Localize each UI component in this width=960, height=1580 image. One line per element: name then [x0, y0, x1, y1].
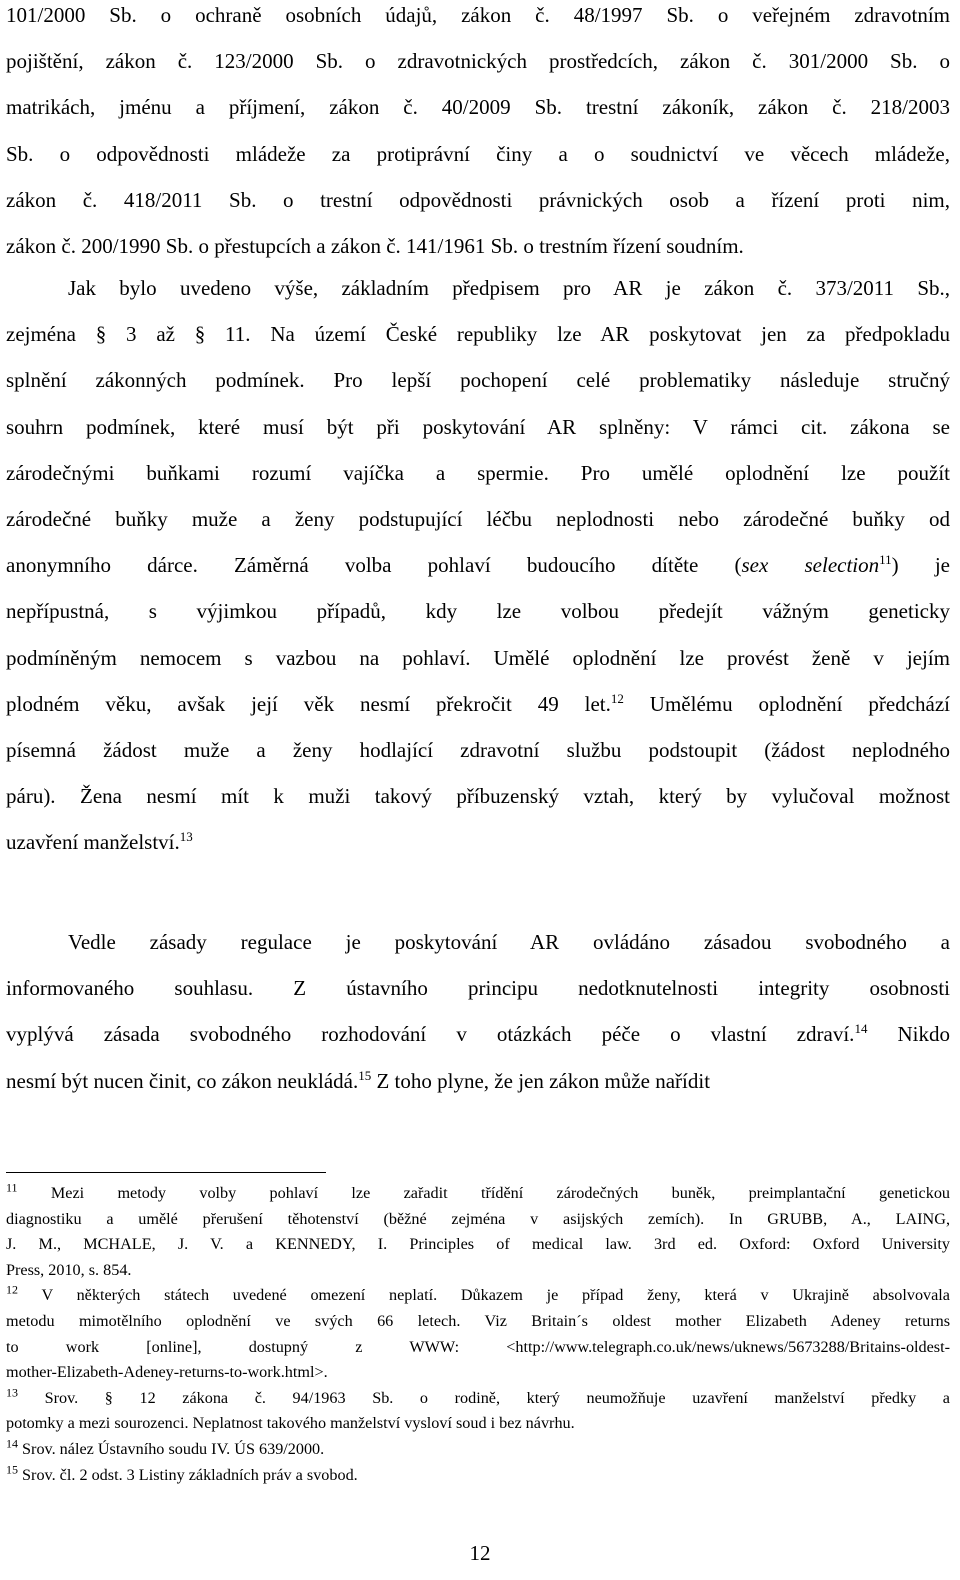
- text-line: Jak bylo uvedeno výše, základním předpisem pro AR je zákon č. 373/2011 Sb.,: [68, 276, 950, 300]
- text-line: souhrn podmínek, které musí být při poskytování AR splněny: V rámci cit. zákona se: [6, 414, 950, 439]
- paragraph-laws-list: [6, 0, 950, 269]
- footnote-14: [6, 1437, 950, 1463]
- text-line: anonymního dárce. Záměrná volba pohlaví budoucího dítěte (sex selection$^{11}$) je: [6, 552, 950, 578]
- text-line: Sb. o odpovědnosti mládeže za protiprávní činy a o soudnictví ve věcech mládeže,: [6, 141, 950, 166]
- italic-term: sex selection: [741, 553, 880, 578]
- text-line: splnění zákonných podmínek. Pro lepší pochopení celé problematiky následuje stručný: [6, 368, 950, 393]
- footnote-ref[interactable]: 13: [179, 829, 193, 845]
- footnote-line: diagnostiku a umělé přerušení těhotenství (běžné zejména v asijských zemích). In GRUBB, A., LAING,: [6, 1209, 950, 1228]
- text-line: podmíněným nemocem s vazbou na pohlaví. Umělé oplodnění lze provést ženě v jejím: [6, 645, 950, 670]
- text-line: nepřípustná, s výjimkou případů, kdy lze volbou předejít vážným geneticky: [6, 599, 950, 624]
- footnote-line: $^{11}$ Mezi metody volby pohlaví lze zařadit třídění zárodečných buněk, preimplantační genetickou: [6, 1180, 950, 1202]
- footnote-15: [6, 1463, 950, 1489]
- footnote-line: Press, 2010, s. 854.: [6, 1260, 132, 1279]
- paragraph-consent: [6, 919, 950, 1104]
- footnote-line: metodu mimotělního oplodnění ve svých 66 letech. Viz Britain´s oldest mother Elizabeth Adeney returns: [6, 1311, 950, 1330]
- text-line: matrikách, jménu a příjmení, zákon č. 40/2009 Sb. trestní zákoník, zákon č. 218/2003: [6, 95, 950, 120]
- text-line: 101/2000 Sb. o ochraně osobních údajů, zákon č. 48/1997 Sb. o veřejném zdravotním: [6, 3, 950, 27]
- footnote-number: 15: [6, 1462, 18, 1477]
- footnote-line: $^{13}$ Srov. § 12 zákona č. 94/1963 Sb. o rodině, který neumožňuje uzavření manželství předky a: [6, 1385, 950, 1407]
- text-line: zárodečnými buňkami rozumí vajíčka a spermie. Pro umělé oplodnění lze použít: [6, 460, 950, 485]
- footnote-line: $^{14}$ Srov. nález Ústavního soudu IV. ÚS 639/2000.: [6, 1436, 325, 1458]
- page-number: 12: [469, 1541, 491, 1565]
- footnote-ref[interactable]: 11: [879, 552, 892, 568]
- text-line: plodném věku, avšak její věk nesmí překročit 49 let.$^{12}$ Umělému oplodnění předchází: [6, 690, 950, 716]
- footnote-line: potomky a mezi sourozenci. Neplatnost takového manželství vysloví soud i bez návrhu.: [6, 1414, 575, 1433]
- footnote-line: J. M., MCHALE, J. V. a KENNEDY, I. Principles of medical law. 3rd ed. Oxford: Oxford University: [6, 1235, 950, 1254]
- text-line: zárodečné buňky muže a ženy podstupující léčbu neplodnosti nebo zárodečné buňky od: [6, 507, 950, 532]
- footnote-number: 11: [6, 1180, 18, 1195]
- text-line: vyplývá zásada svobodného rozhodování v otázkách péče o vlastní zdraví.$^{14}$ Nikdo: [6, 1021, 950, 1047]
- footnote-separator: [6, 1172, 326, 1173]
- paragraph-ar-conditions: [6, 265, 950, 866]
- text-line: páru). Žena nesmí mít k muži takový příbuzenský vztah, který by vylučoval možnost: [6, 784, 950, 809]
- text-line: informovaného souhlasu. Z ústavního principu nedotknutelnosti integrity osobnosti: [6, 976, 950, 1001]
- footnote-ref[interactable]: 14: [854, 1021, 868, 1037]
- footnote-12: [6, 1283, 950, 1385]
- footnote-line: $^{12}$ V některých státech uvedené omezení neplatí. Důkazem je případ ženy, která v Ukrajině absolvovala: [6, 1282, 950, 1305]
- footnote-ref[interactable]: 12: [610, 690, 624, 706]
- text-line: zákon č. 418/2011 Sb. o trestní odpovědnosti právnických osob a řízení proti nim,: [6, 187, 950, 212]
- text-line: zákon č. 200/1990 Sb. o přestupcích a zákon č. 141/1961 Sb. o trestním řízení soudním.: [6, 234, 744, 259]
- footnote-13: [6, 1386, 950, 1437]
- footnote-line: mother-Elizabeth-Adeney-returns-to-work.html>.: [6, 1363, 328, 1382]
- text-line: pojištění, zákon č. 123/2000 Sb. o zdravotnických prostředcích, zákon č. 301/2000 Sb. o: [6, 49, 950, 74]
- footnote-number: 13: [6, 1385, 18, 1400]
- footnotes: [6, 1181, 950, 1488]
- text-line: zejména § 3 až § 11. Na území České republiky lze AR poskytovat jen za předpokladu: [6, 322, 950, 347]
- footnote-line: $^{15}$ Srov. čl. 2 odst. 3 Listiny základních práv a svobod.: [6, 1462, 358, 1484]
- footnote-number: 12: [6, 1282, 18, 1297]
- text-line: Vedle zásady regulace je poskytování AR ovládáno zásadou svobodného a: [68, 930, 950, 954]
- text-line: písemná žádost muže a ženy hodlající zdravotní službu podstoupit (žádost neplodného: [6, 738, 950, 763]
- footnote-ref[interactable]: 15: [358, 1067, 372, 1083]
- footnote-number: 14: [6, 1436, 18, 1451]
- footnote-line: to work [online], dostupný z WWW: <http://www.telegraph.co.uk/news/uknews/5673288/Britains-oldest-: [6, 1337, 950, 1356]
- footnote-11: [6, 1181, 950, 1283]
- text-line: uzavření manželství.$^{13}$: [6, 829, 193, 855]
- text-line: nesmí být nucen činit, co zákon neukládá.$^{15}$ Z toho plyne, že jen zákon může nařídit: [6, 1067, 711, 1093]
